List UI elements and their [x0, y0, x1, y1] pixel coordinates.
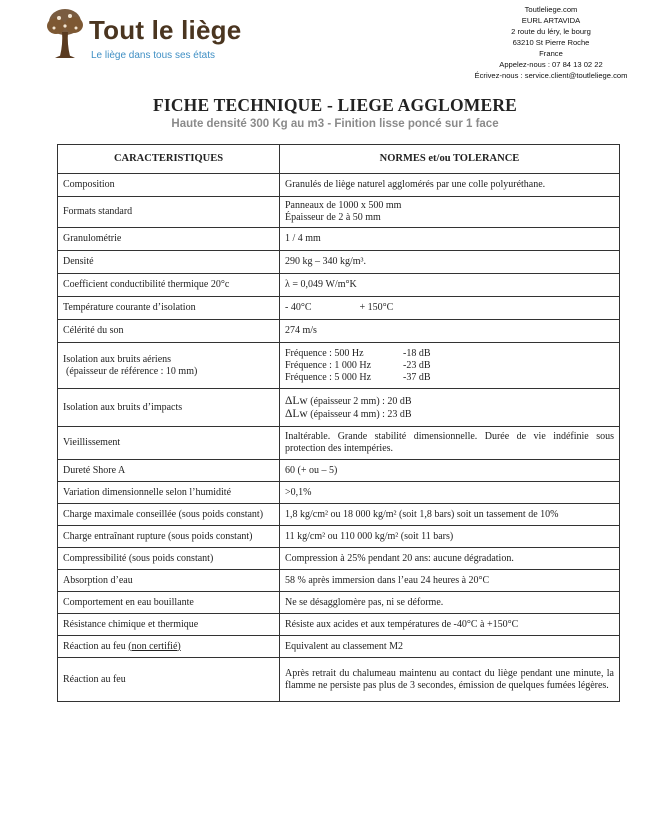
row-value [280, 343, 620, 389]
impact-item: ΔLw (épaisseur 2 mm) : 20 dB [285, 394, 412, 407]
impact-item: ΔLw (épaisseur 4 mm) : 23 dB [285, 407, 412, 420]
table-row [58, 297, 620, 320]
row-value: 11 kg/cm² ou 110 000 kg/m² (soit 11 bars) [280, 526, 620, 548]
row-label: Réaction au feu (non certifié) [58, 636, 280, 658]
tree-icon [45, 6, 85, 66]
table-row [58, 174, 620, 197]
table-row [58, 658, 620, 702]
row-value [280, 297, 620, 320]
row-value: Inaltérable. Grande stabilité dimensionnelle. Durée de vie indéfinie sous protection des intempéries. [280, 427, 620, 460]
row-value: Compression à 25% pendant 20 ans: aucune dégradation. [280, 548, 620, 570]
contact-email[interactable]: Écrivez-nous : service.client@toutleliege.com [474, 71, 628, 80]
table-row [58, 504, 620, 526]
table-row [58, 614, 620, 636]
table-row [58, 482, 620, 504]
contact-phone[interactable]: Appelez-nous : 07 84 13 02 22 [499, 60, 603, 69]
row-label: Résistance chimique et thermique [58, 614, 280, 636]
row-label: Célérité du son [58, 320, 280, 343]
table-row [58, 460, 620, 482]
table-row [58, 228, 620, 251]
row-value [280, 389, 620, 427]
column-header-norms: NORMES et/ou TOLERANCE [280, 145, 620, 174]
spec-table [57, 144, 620, 702]
temperature-max: + 150°C [359, 302, 394, 313]
row-value: 60 (+ ou – 5) [280, 460, 620, 482]
table-row [58, 548, 620, 570]
row-label [58, 343, 280, 389]
brand-tagline: Le liège dans tous ses états [91, 50, 215, 61]
value-line: Épaisseur de 2 à 50 mm [285, 212, 381, 223]
document-subtitle: Haute densité 300 Kg au m3 - Finition lisse poncé sur 1 face [171, 118, 499, 130]
row-value [280, 197, 620, 228]
temperature-min: - 40°C [285, 302, 312, 313]
contact-city: 63210 St Pierre Roche [512, 38, 590, 47]
value-line: Panneaux de 1000 x 500 mm [285, 200, 402, 211]
table-row [58, 592, 620, 614]
row-label: Absorption d’eau [58, 570, 280, 592]
row-value: λ = 0,049 W/m°K [280, 274, 620, 297]
row-label: Charge entraînant rupture (sous poids constant) [58, 526, 280, 548]
row-value: 1,8 kg/cm² ou 18 000 kg/m² (soit 1,8 bars) soit un tassement de 10% [280, 504, 620, 526]
row-value: Equivalent au classement M2 [280, 636, 620, 658]
frequency-item: Fréquence : 1 000 Hz -23 dB [285, 359, 431, 371]
row-label: Variation dimensionnelle selon l’humidité [58, 482, 280, 504]
frequency-item: Fréquence : 500 Hz -18 dB [285, 347, 431, 359]
table-row [58, 343, 620, 389]
row-label: Charge maximale conseillée (sous poids constant) [58, 504, 280, 526]
row-label: Composition [58, 174, 280, 197]
table-row [58, 636, 620, 658]
contact-website[interactable]: Toutleliege.com [524, 5, 578, 14]
row-label: Comportement en eau bouillante [58, 592, 280, 614]
contact-street: 2 route du léry, le bourg [511, 27, 591, 36]
row-value: Granulés de liège naturel agglomérés par une colle polyuréthane. [280, 174, 620, 197]
label-line: Isolation aux bruits aériens [63, 353, 172, 365]
brand-logo[interactable] [45, 6, 245, 66]
document-title: FICHE TECHNIQUE - LIEGE AGGLOMERE [152, 95, 518, 115]
table-row [58, 570, 620, 592]
table-row [58, 197, 620, 228]
contact-block [456, 4, 646, 81]
row-value: 274 m/s [280, 320, 620, 343]
row-value: >0,1% [280, 482, 620, 504]
contact-company: EURL ARTAVIDA [521, 16, 581, 25]
table-row [58, 389, 620, 427]
row-value: Après retrait du chalumeau maintenu au contact du liège pendant une minute, la flamme ne persiste pas plus de 3 secondes, émission de quelques fumées légères. [280, 658, 620, 702]
brand-name: Tout le liège [89, 15, 242, 45]
label-line: (épaisseur de référence : 10 mm) [66, 365, 198, 377]
row-value: 290 kg – 340 kg/m³. [280, 251, 620, 274]
contact-country: France [539, 49, 563, 58]
row-label: Dureté Shore A [58, 460, 280, 482]
row-value: 1 / 4 mm [280, 228, 620, 251]
row-value: Résiste aux acides et aux températures de -40°C à +150°C [280, 614, 620, 636]
row-label: Température courante d’isolation [58, 297, 280, 320]
table-row [58, 526, 620, 548]
table-row [58, 251, 620, 274]
table-row [58, 427, 620, 460]
row-value: Ne se désagglomère pas, ni se déforme. [280, 592, 620, 614]
table-row [58, 320, 620, 343]
column-header-characteristics: CARACTERISTIQUES [58, 145, 280, 174]
table-row [58, 274, 620, 297]
row-label: Isolation aux bruits d’impacts [58, 389, 280, 427]
row-label: Réaction au feu [58, 658, 280, 702]
row-value: 58 % après immersion dans l’eau 24 heures à 20°C [280, 570, 620, 592]
row-label: Compressibilité (sous poids constant) [58, 548, 280, 570]
row-label: Coefficient conductibilité thermique 20°c [58, 274, 280, 297]
row-label: Formats standard [58, 197, 280, 228]
table-header-row [58, 145, 620, 174]
row-label: Vieillissement [58, 427, 280, 460]
row-label: Densité [58, 251, 280, 274]
row-label: Granulométrie [58, 228, 280, 251]
frequency-item: Fréquence : 5 000 Hz -37 dB [285, 371, 431, 383]
